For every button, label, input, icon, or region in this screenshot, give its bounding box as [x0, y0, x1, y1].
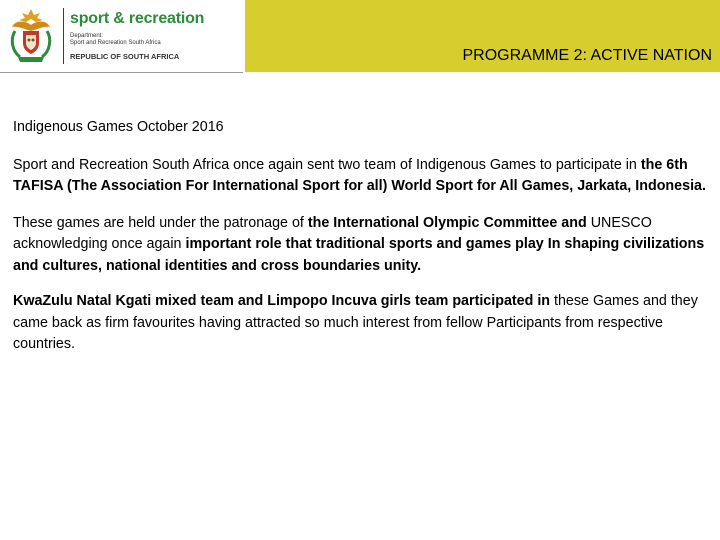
title-banner: [245, 0, 720, 72]
p1-bold: the 6th TAFISA (The Association For International Sport for all) World Sport for All Games, Jarkata, Indonesia.: [13, 156, 706, 194]
p3-bold: KwaZulu Natal Kgati mixed team and Limpopo Incuva girls team participated in: [13, 293, 551, 309]
department-text: [70, 33, 161, 47]
p3-plain: these Games and they came back as firm favourites having attracted so much interest from fellow Participants from respective countries.: [13, 293, 698, 352]
p2-plain-1: These games are held under the patronage of: [13, 214, 308, 231]
brand-ampersand: &: [113, 10, 125, 27]
paragraph-patronage: [13, 213, 713, 278]
dept-line-2: Sport and Recreation South Africa: [70, 40, 161, 46]
slide-body: [13, 117, 713, 356]
brand-word-sport: sport: [70, 10, 110, 27]
republic-label: REPUBLIC OF SOUTH AFRICA: [70, 52, 180, 61]
paragraph-teams: [13, 291, 713, 356]
p1-plain: Sport and Recreation South Africa once again sent two team of Indigenous Games to participate in: [13, 156, 641, 173]
dept-line-1: Department:: [70, 33, 104, 39]
p2-bold-2: important role that traditional sports and games play In shaping civilizations and cultures, national identities and cross boundaries unity.: [13, 236, 705, 274]
department-logo: [0, 0, 243, 73]
coat-of-arms-icon: [6, 5, 56, 65]
logo-divider: [63, 8, 64, 64]
brand-word-recreation: recreation: [128, 10, 205, 27]
p2-bold-1: the International Olympic Committee and: [307, 214, 587, 231]
header: [0, 0, 720, 72]
section-heading: Indigenous Games October 2016: [13, 119, 224, 135]
paragraph-tafisa: [13, 155, 713, 198]
brand-name: [70, 10, 204, 28]
programme-title: PROGRAMME 2: ACTIVE NATION: [462, 47, 712, 64]
p2-plain-2: UNESCO acknowledging once again: [13, 214, 652, 252]
